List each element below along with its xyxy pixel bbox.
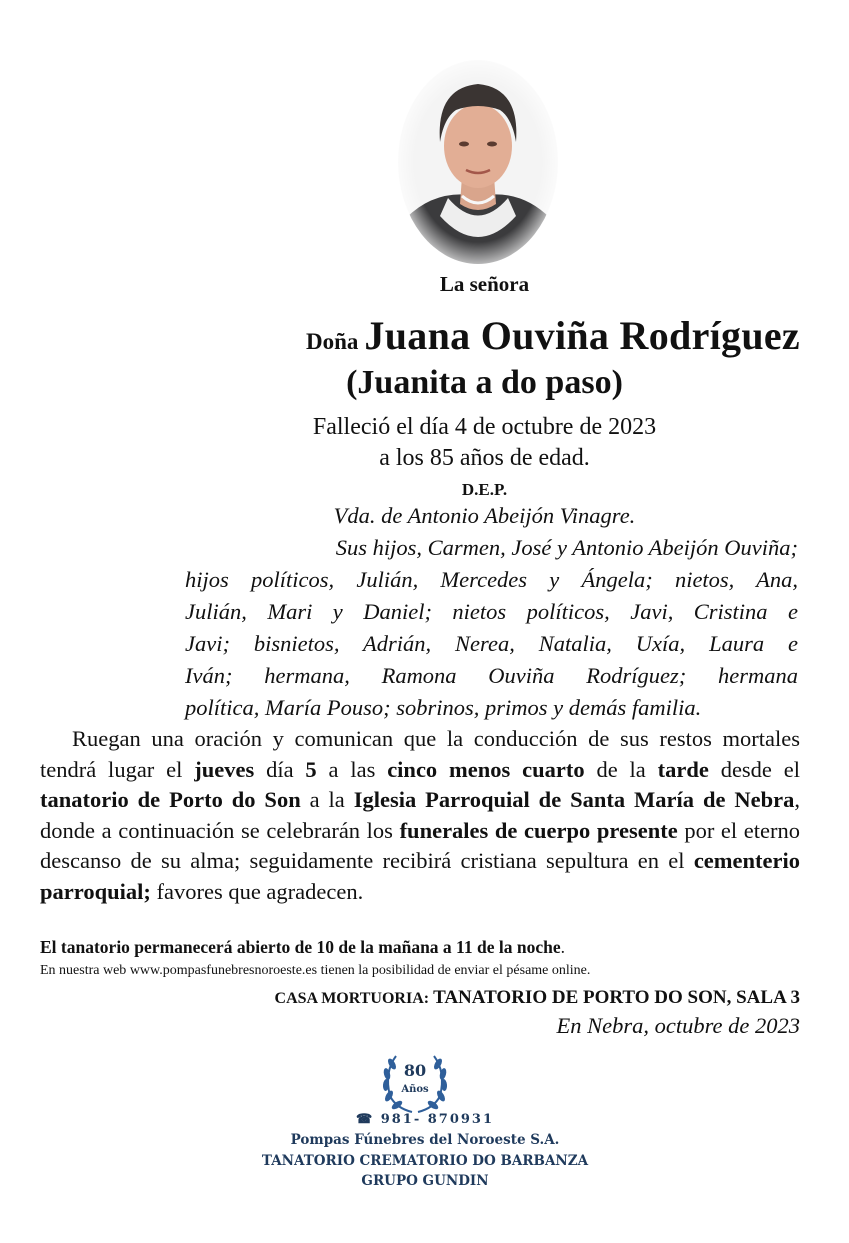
web-prefix: En nuestra web [40, 963, 130, 978]
ceremony-origin: tanatorio de Porto do Son [40, 787, 301, 812]
funeral-home [40, 987, 800, 1009]
funeral-home-value: TANATORIO DE PORTO DO SON, SALA 3 [433, 987, 800, 1008]
phone-icon: ☎ [355, 1112, 375, 1127]
web-suffix: tienen la posibilidad de enviar el pésame online. [317, 963, 591, 978]
family-line: Iván; hermana, Ramona Ouviña Rodríguez; hermana [185, 663, 798, 688]
family-line: Javi; bisnietos, Adrián, Nerea, Natalia, Uxía, Laura e [185, 631, 798, 656]
web-link[interactable]: www.pompasfunebresnoroeste.es [129, 963, 318, 978]
dateline: En Nebra, octubre de 2023 [556, 1013, 800, 1038]
ceremony-church: Iglesia Parroquial de Santa María de Nebra [353, 787, 795, 812]
group-name: GRUPO GUNDIN [361, 1173, 489, 1189]
anniversary-logo [370, 1042, 460, 1122]
ceremony-paragraph [40, 724, 800, 907]
ceremony-text: por el eterno descanso de su alma; seguidamente recibirá cristiana sepultura en el [40, 817, 800, 873]
dep-abbreviation: D.E.P. [461, 480, 508, 499]
logo-number: 80 [403, 1061, 427, 1080]
phone-value: 981- 870931 [380, 1112, 495, 1127]
family-line: hijos políticos, Julián, Mercedes y Ángela; nietos, Ana, [185, 567, 798, 592]
ceremony-text: a las [316, 756, 388, 782]
deceased-name: Juana Ouviña Rodríguez [364, 313, 800, 358]
ceremony-day: jueves [194, 756, 255, 782]
widow-of: Vda. de Antonio Abeijón Vinagre. [333, 503, 636, 528]
funeral-home-label: CASA MORTUORIA: [274, 990, 434, 1007]
ceremony-text: a la [300, 787, 354, 812]
family-line: Sus hijos, Carmen, José y Antonio Abeijón Ouviña; [335, 535, 798, 560]
ceremony-cemetery: cementerio parroquial; [40, 848, 800, 904]
crematorium-name: TANATORIO CREMATORIO DO BARBANZA [261, 1153, 589, 1169]
family-line: Julián, Mari y Daniel; nietos políticos, Javi, Cristina e [185, 599, 798, 624]
portrait-photo [396, 58, 560, 266]
phone-number [250, 1112, 600, 1127]
ceremony-time: cinco menos cuarto [387, 756, 585, 782]
opening-hours [40, 937, 800, 958]
ceremony-text: Ruegan una oración y comunican que la conducción de sus restos mortales tendrá lugar el [40, 726, 800, 782]
opening-hours-text: El tanatorio permanecerá abierto de 10 de la mañana a 11 de la noche [40, 937, 561, 957]
death-date: Falleció el día 4 de octubre de 2023 [312, 414, 657, 440]
deceased-name-line [40, 312, 800, 359]
ceremony-period: tarde [657, 756, 709, 782]
ceremony-funeral: funerales de cuerpo presente [399, 817, 678, 843]
title-prefix: Doña [306, 329, 359, 354]
web-notice [40, 963, 800, 979]
ceremony-text: día [254, 756, 306, 782]
ceremony-text: desde el [708, 756, 801, 782]
ceremony-date: 5 [305, 756, 317, 782]
ceremony-text: de la [584, 756, 658, 782]
nickname: (Juanita a do paso) [346, 364, 623, 401]
opening-hours-end: . [560, 937, 565, 957]
family-line: política, María Pouso; sobrinos, primos y demás familia. [185, 695, 702, 720]
intro-text: La señora [439, 272, 530, 296]
company-name: Pompas Fúnebres del Noroeste S.A. [290, 1132, 560, 1148]
age-at-death: a los 85 años de edad. [379, 445, 590, 471]
ceremony-text: , donde a continuación se celebrarán los [40, 787, 800, 843]
ceremony-text: favores que agradecen. [150, 878, 364, 904]
family-list [185, 532, 798, 724]
logo-word: Años [401, 1084, 429, 1095]
